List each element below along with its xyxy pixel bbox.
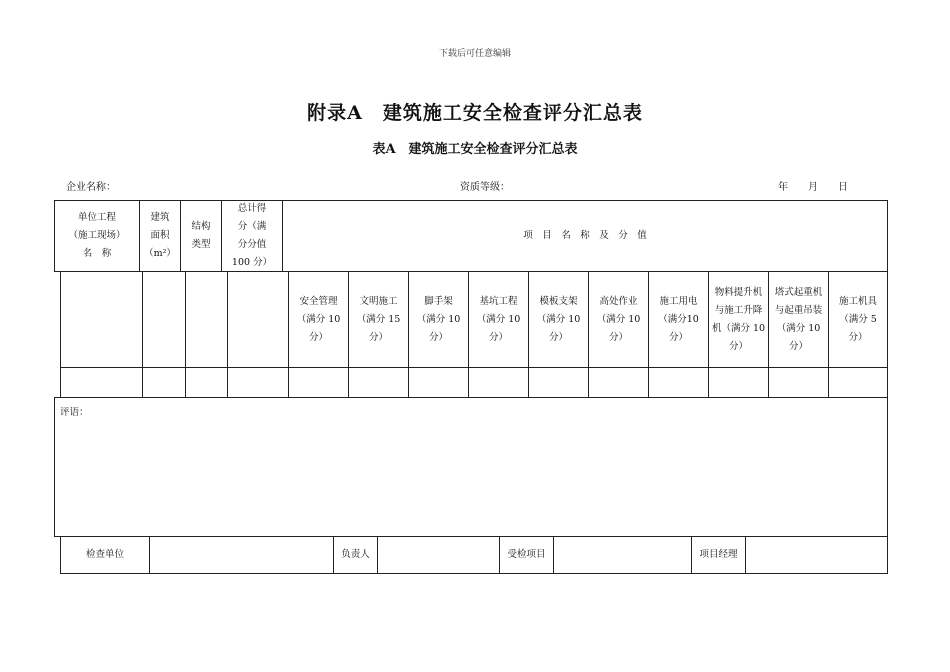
table-title: 表A 建筑施工安全检查评分汇总表 [372, 142, 578, 157]
item-formwork-support: 模板支架 （满分 10 分） [536, 295, 581, 343]
item-hoist: 物料提升机 与施工升降 机（满分 10 分） [711, 286, 766, 352]
table-rule [553, 536, 554, 574]
item-foundation-pit: 基坑工程 （满分 10 分） [476, 295, 521, 343]
table-rule [887, 397, 888, 537]
item-tower-crane: 塔式起重机 与起重吊装 （满分 10 分） [774, 286, 823, 352]
table-rule [54, 397, 55, 537]
date-label: 年 月 日 [778, 182, 848, 193]
table-rule [185, 271, 186, 398]
comment-label: 评语： [60, 407, 89, 418]
header-total-score: 总计得 分（满 分分值 100 分） [231, 203, 273, 268]
qualification-label: 资质等级： [460, 182, 510, 193]
table-border-right [887, 200, 888, 398]
table-rule [887, 536, 888, 574]
table-rule [745, 536, 746, 574]
table-rule [149, 536, 150, 574]
table-rule [54, 536, 888, 537]
table-rule [142, 271, 143, 398]
header-note: 下载后可任意编辑 [438, 49, 511, 59]
item-construction-machinery: 施工机具 （满分 5 分） [838, 295, 877, 343]
header-unit-project: 单位工程 （施工现场） 名 称 [68, 212, 126, 259]
table-rule [54, 397, 888, 398]
item-construction-electricity: 施工用电 （满分10 分） [658, 295, 699, 343]
item-scaffolding: 脚手架 （满分 10 分） [416, 295, 461, 343]
table-rule [227, 271, 228, 398]
footer-person-in-charge-label: 负责人 [341, 549, 370, 560]
item-work-at-height: 高处作业 （满分 10 分） [596, 295, 641, 343]
footer-inspect-unit-label: 检查单位 [85, 549, 124, 560]
footer-inspected-project-label: 受检项目 [507, 549, 546, 560]
table-border-bottom [60, 573, 888, 574]
header-building-area: 建筑 面积 （m²） [144, 212, 176, 259]
company-name-label: 企业名称： [66, 182, 116, 193]
footer-project-manager-label: 项目经理 [699, 549, 738, 560]
table-rule [377, 536, 378, 574]
page-title: 附录A 建筑施工安全检查评分汇总表 [307, 102, 643, 124]
item-safety-management: 安全管理 （满分 10 分） [296, 295, 341, 343]
header-structure-type: 结构 类型 [191, 221, 211, 250]
table-rule [60, 271, 61, 398]
item-civilized-construction: 文明施工 （满分 15 分） [356, 295, 401, 343]
header-items-title: 项 目 名 称 及 分 值 [523, 230, 647, 241]
